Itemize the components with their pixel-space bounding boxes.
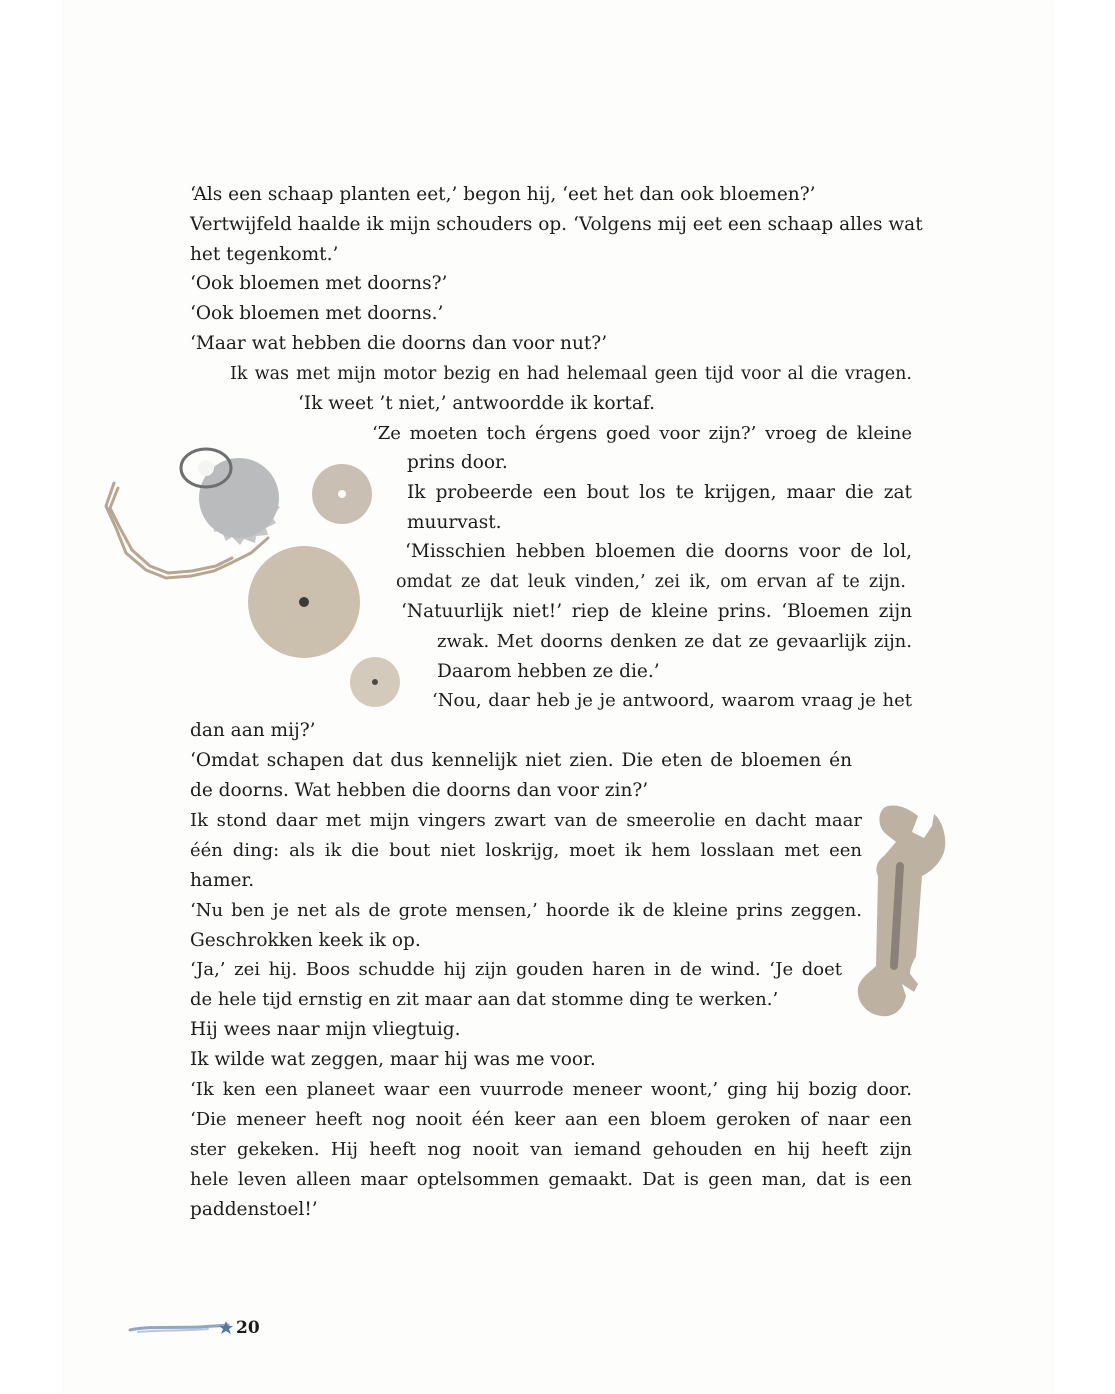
- gears-and-chain-illustration: [96, 388, 406, 718]
- text-line: prins door.: [407, 452, 508, 473]
- text-line: Daarom hebben ze die.’: [437, 661, 660, 682]
- page-number: 20: [236, 1318, 260, 1338]
- small-gear-illustration: [312, 464, 372, 524]
- text-line: Vertwijfeld haalde ik mijn schouders op. ‘Volgens mij eet een schaap alles wat: [190, 214, 923, 235]
- text-line: ‘Ook bloemen met doorns?’: [190, 273, 448, 294]
- text-line: Hij wees naar mijn vliegtuig.: [190, 1019, 461, 1040]
- medium-disc-illustration: [248, 546, 360, 658]
- text-line: ‘Misschien hebben bloemen die doorns voor de lol,: [405, 541, 912, 562]
- tiny-disc-illustration: [350, 657, 400, 707]
- brush-stroke-ornament: [128, 1316, 234, 1336]
- text-line: ‘Omdat schapen dat dus kennelijk niet zien. Die eten de bloemen én: [190, 750, 852, 771]
- text-line: omdat ze dat leuk vinden,’ zei ik, om ervan af te zijn.: [396, 572, 906, 592]
- wrench-illustration: [848, 796, 958, 1028]
- text-line: ‘Maar wat hebben die doorns dan voor nut?’: [190, 333, 608, 354]
- text-line: het tegenkomt.’: [190, 244, 339, 265]
- text-line: hele leven alleen maar optelsommen gemaakt. Dat is geen man, dat is een: [190, 1169, 912, 1190]
- text-line: ster gekeken. Hij heeft nog nooit van iemand gehouden en hij heeft zijn: [190, 1139, 912, 1160]
- text-line: muurvast.: [407, 512, 502, 533]
- text-line: ‘Nou, daar heb je je antwoord, waarom vraag je het: [432, 690, 912, 711]
- text-line: de hele tijd ernstig en zit maar aan dat stomme ding te werken.’: [190, 989, 779, 1010]
- text-line: ‘Ik ken een planeet waar een vuurrode meneer woont,’ ging hij bozig door.: [190, 1079, 912, 1100]
- text-line: ‘Ik weet ’t niet,’ antwoordde ik kortaf.: [298, 393, 655, 414]
- text-line: Ik wilde wat zeggen, maar hij was me voor.: [190, 1049, 596, 1070]
- star-icon: [219, 1321, 233, 1334]
- text-line: zwak. Met doorns denken ze dat ze gevaarlijk zijn.: [437, 631, 912, 652]
- text-line: ‘Ja,’ zei hij. Boos schudde hij zijn gouden haren in de wind. ‘Je doet: [190, 959, 842, 980]
- text-line: ‘Ook bloemen met doorns.’: [190, 303, 444, 324]
- text-line: Ik stond daar met mijn vingers zwart van de smeerolie en dacht maar: [190, 810, 862, 831]
- text-line: ‘Natuurlijk niet!’ riep de kleine prins. ‘Bloemen zijn: [401, 601, 912, 622]
- text-line: Geschrokken keek ik op.: [190, 930, 421, 951]
- text-line: hamer.: [190, 870, 255, 891]
- text-line: Ik probeerde een bout los te krijgen, maar die zat: [407, 482, 912, 503]
- text-line: dan aan mij?’: [190, 720, 316, 741]
- text-line: één ding: als ik die bout niet loskrijg, moet ik hem losslaan met een: [190, 840, 862, 861]
- text-line: paddenstoel!’: [190, 1199, 318, 1220]
- large-gear-illustration: [181, 449, 280, 545]
- text-line: Ik was met mijn motor bezig en had helemaal geen tijd voor al die vragen.: [230, 364, 912, 384]
- text-line: ‘Ze moeten toch érgens goed voor zijn?’ vroeg de kleine: [372, 423, 912, 444]
- text-line: ‘Als een schaap planten eet,’ begon hij, ‘eet het dan ook bloemen?’: [190, 184, 816, 205]
- text-line: ‘Nu ben je net als de grote mensen,’ hoorde ik de kleine prins zeggen.: [190, 900, 862, 921]
- text-line: de doorns. Wat hebben die doorns dan voor zin?’: [190, 780, 649, 801]
- text-line: ‘Die meneer heeft nog nooit één keer aan een bloem geroken of naar een: [190, 1109, 912, 1130]
